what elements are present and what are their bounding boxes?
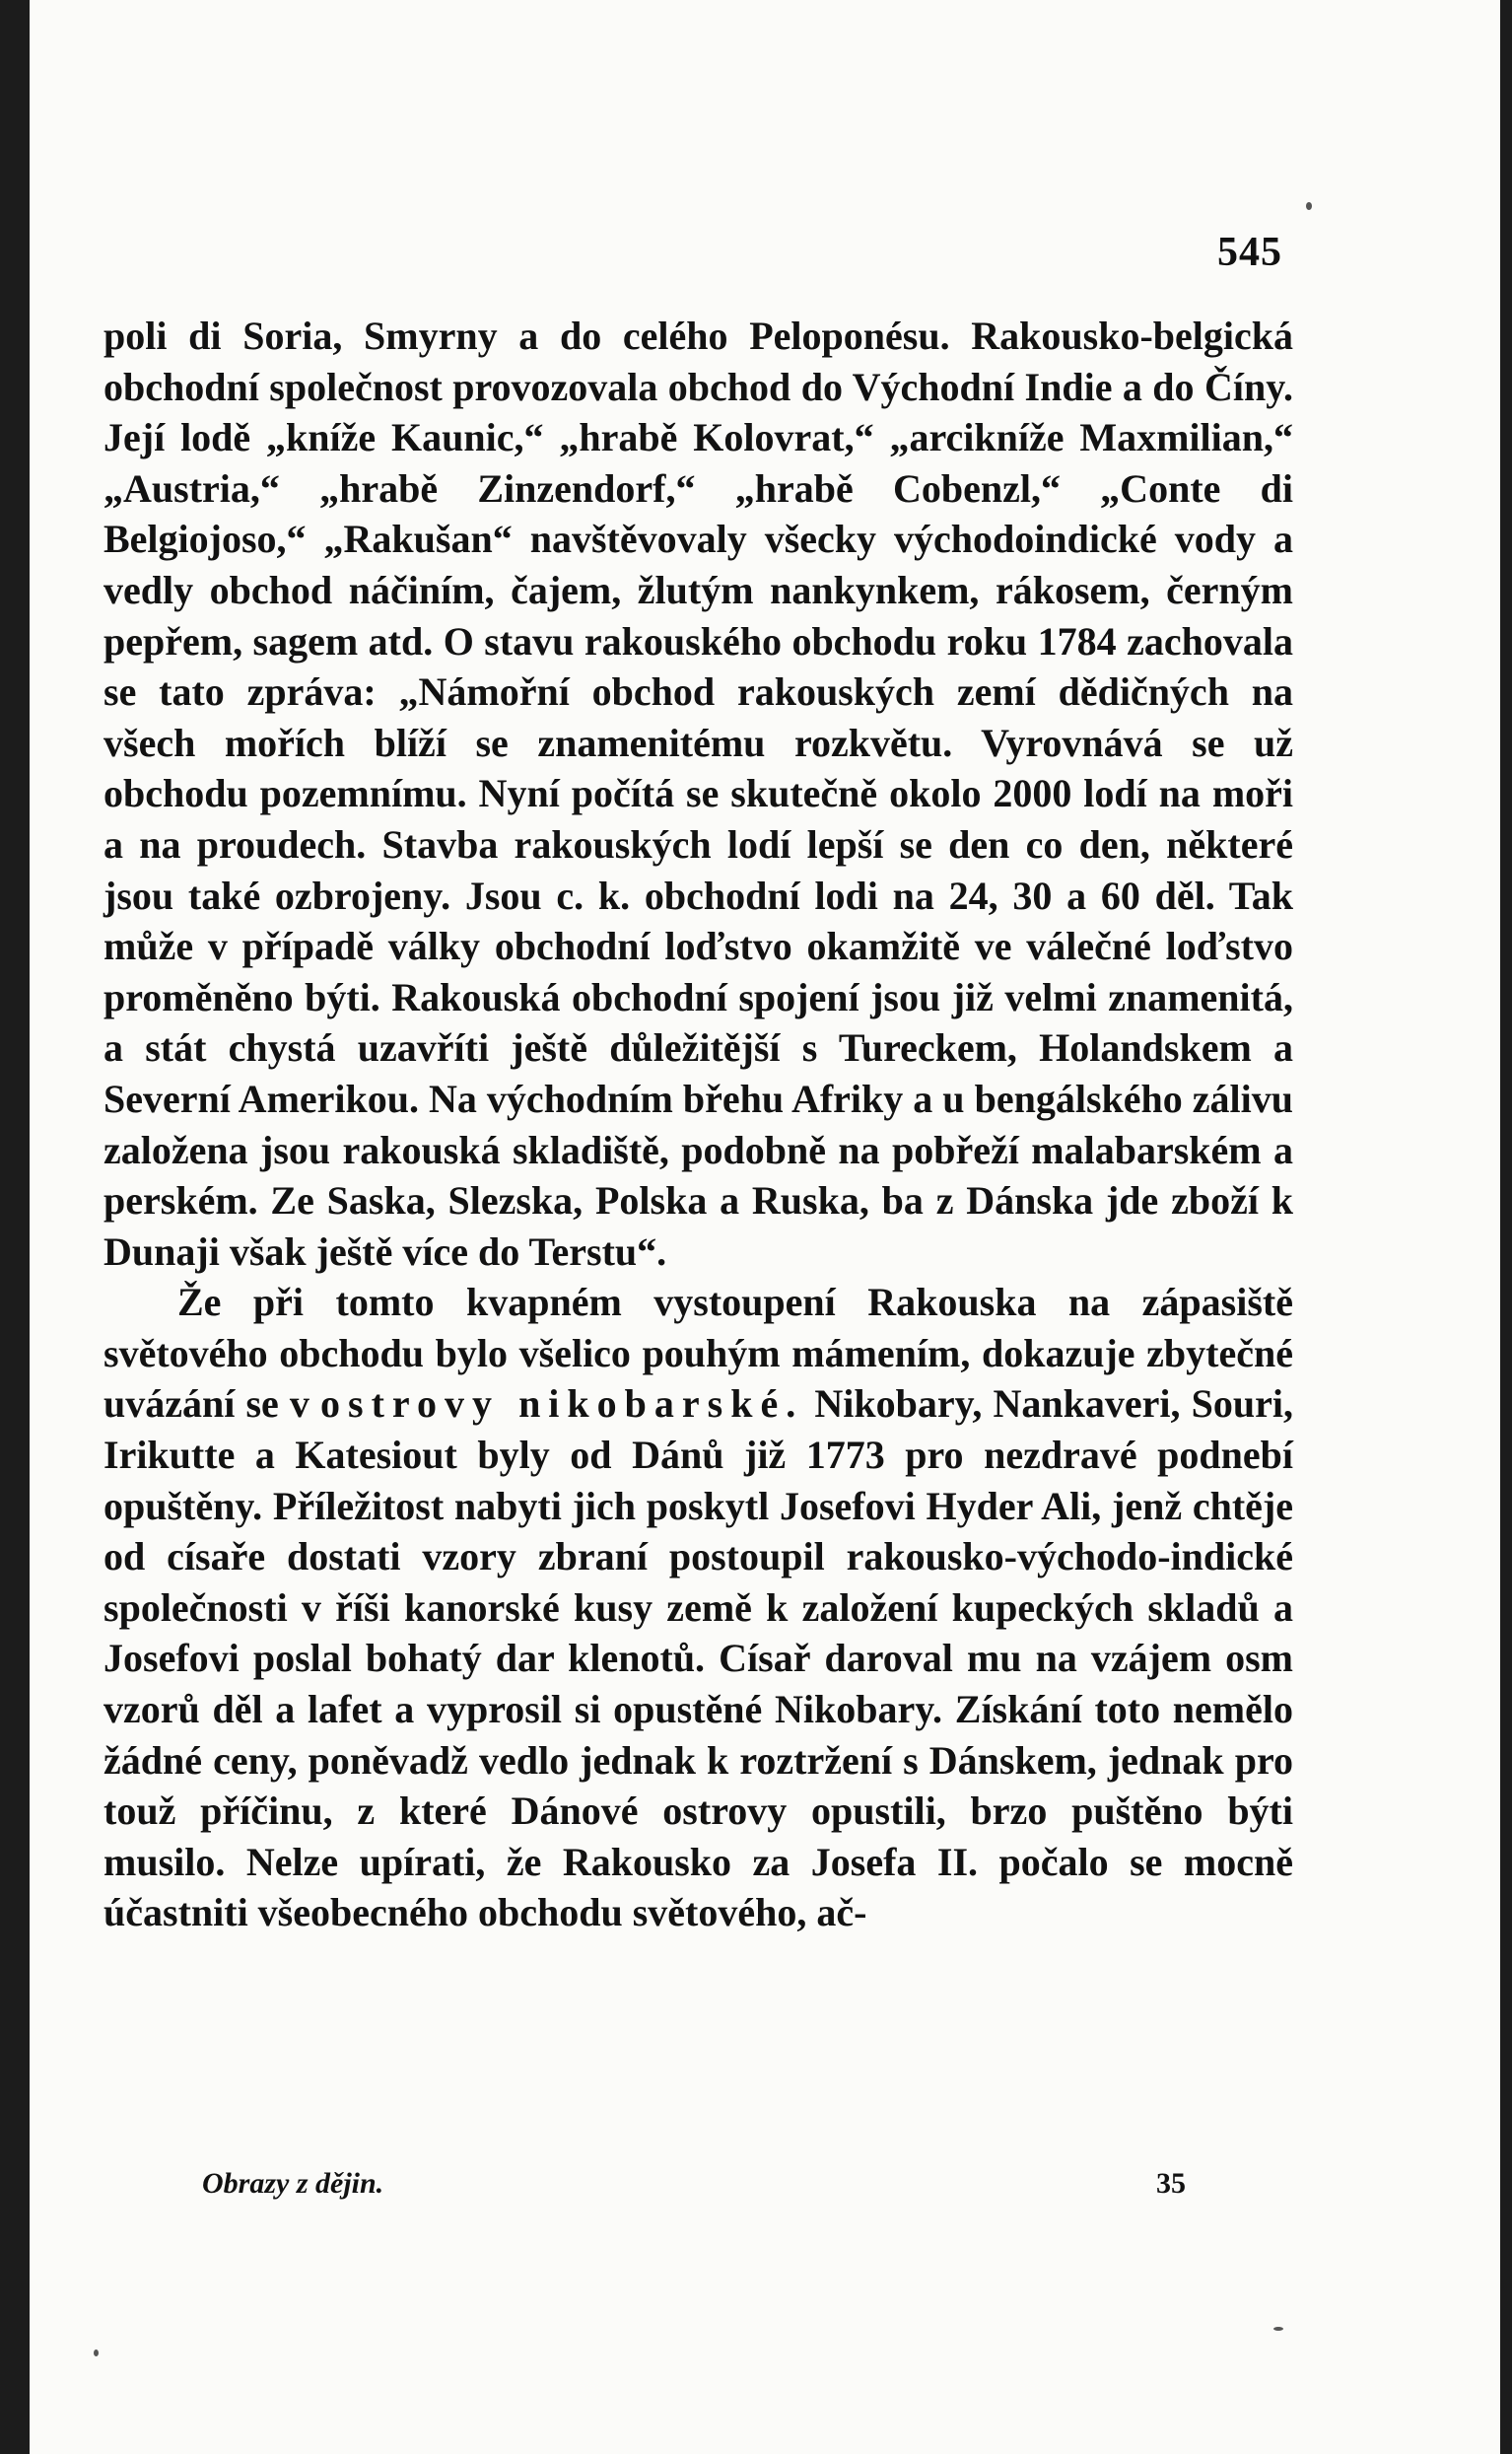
footer-signature: 35 xyxy=(1156,2167,1186,2200)
scan-border-left xyxy=(0,0,30,2454)
speck xyxy=(1273,2327,1283,2331)
book-page xyxy=(30,0,1500,2454)
page-number: 545 xyxy=(1217,230,1282,275)
footer-title: Obrazy z dějin. xyxy=(202,2167,384,2200)
speck xyxy=(1306,202,1312,210)
paragraph-2 xyxy=(103,1277,1293,1938)
paragraph-1: poli di Soria, Smyrny a do celého Peloponésu. Rakousko-belgická obchodní společnost provozovala obchod do Východní Indie a do Číny. Její lodě „kníže Kaunic,“ „hrabě Kolovrat,“ „arcikníže Maxmilian,“ „Austria,“ „hrabě Zinzendorf,“ „hrabě Cobenzl,“ „Conte di Belgiojoso,“ „Rakušan“ navštěvovaly všecky východoindické vody a vedly obchod náčiním, čajem, žlutým nankynkem, rákosem, černým pepřem, sagem atd. O stavu rakouského obchodu roku 1784 zachovala se tato zpráva: „Námořní obchod rakouských zemí dědičných na všech mořích blíží se znamenitému rozkvětu. Vyrovnává se už obchodu pozemnímu. Nyní počítá se skutečně okolo 2000 lodí na moři a na proudech. Stavba rakouských lodí lepší se den co den, některé jsou také ozbrojeny. Jsou c. k. obchodní lodi na 24, 30 a 60 děl. Tak může v případě války obchodní loďstvo okamžitě ve válečné loďstvo proměněno býti. Rakouská obchodní spojení jsou již velmi znamenitá, a stát chystá uzavříti ještě důležitější s Tureckem, Holandskem a Severní Amerikou. Na východním břehu Afriky a u bengálského zálivu založena jsou rakouská skladiště, podobně na pobřeží malabarském a perském. Ze Saska, Slezska, Polska a Ruska, ba z Dánska jde zboží k Dunaji však ještě více do Terstu“. xyxy=(103,314,1293,1274)
emphasized-phrase: ostrovy nikobarské. xyxy=(320,1381,804,1427)
scan-border-right xyxy=(1500,0,1512,2454)
speck xyxy=(94,2349,99,2356)
paragraph-2-start: Že při tomto kvapném vystoupení Rakouska na zápasiště světového obchodu bylo všelico pouhým mámením, dokazuje zbytečné uvázání se v xyxy=(103,1280,1293,1427)
body-text xyxy=(103,311,1293,1938)
paragraph-2-end: Nikobary, Nankaveri, Souri, Irikutte a Katesiout byly od Dánů již 1773 pro nezdravé podnebí opuštěny. Příležitost nabyti jich poskytl Josefovi Hyder Ali, jenž chtěje od císaře dostati vzory zbraní postoupil rakousko-východo-indické společnosti v říši kanorské kusy země k založení kupeckých skladů a Josefovi poslal bohatý dar klenotů. Císař daroval mu na vzájem osm vzorů děl a lafet a vyprosil si opustěné Nikobary. Získání toto nemělo žádné ceny, poněvadž vedlo jednak k roztržení s Dánskem, jednak pro touž příčinu, z které Dánové ostrovy opustili, brzo puštěno býti musilo. Nelze upírati, že Rakousko za Josefa II. počalo se mocně účastniti všeobecného obchodu světového, ač- xyxy=(103,1381,1293,1935)
